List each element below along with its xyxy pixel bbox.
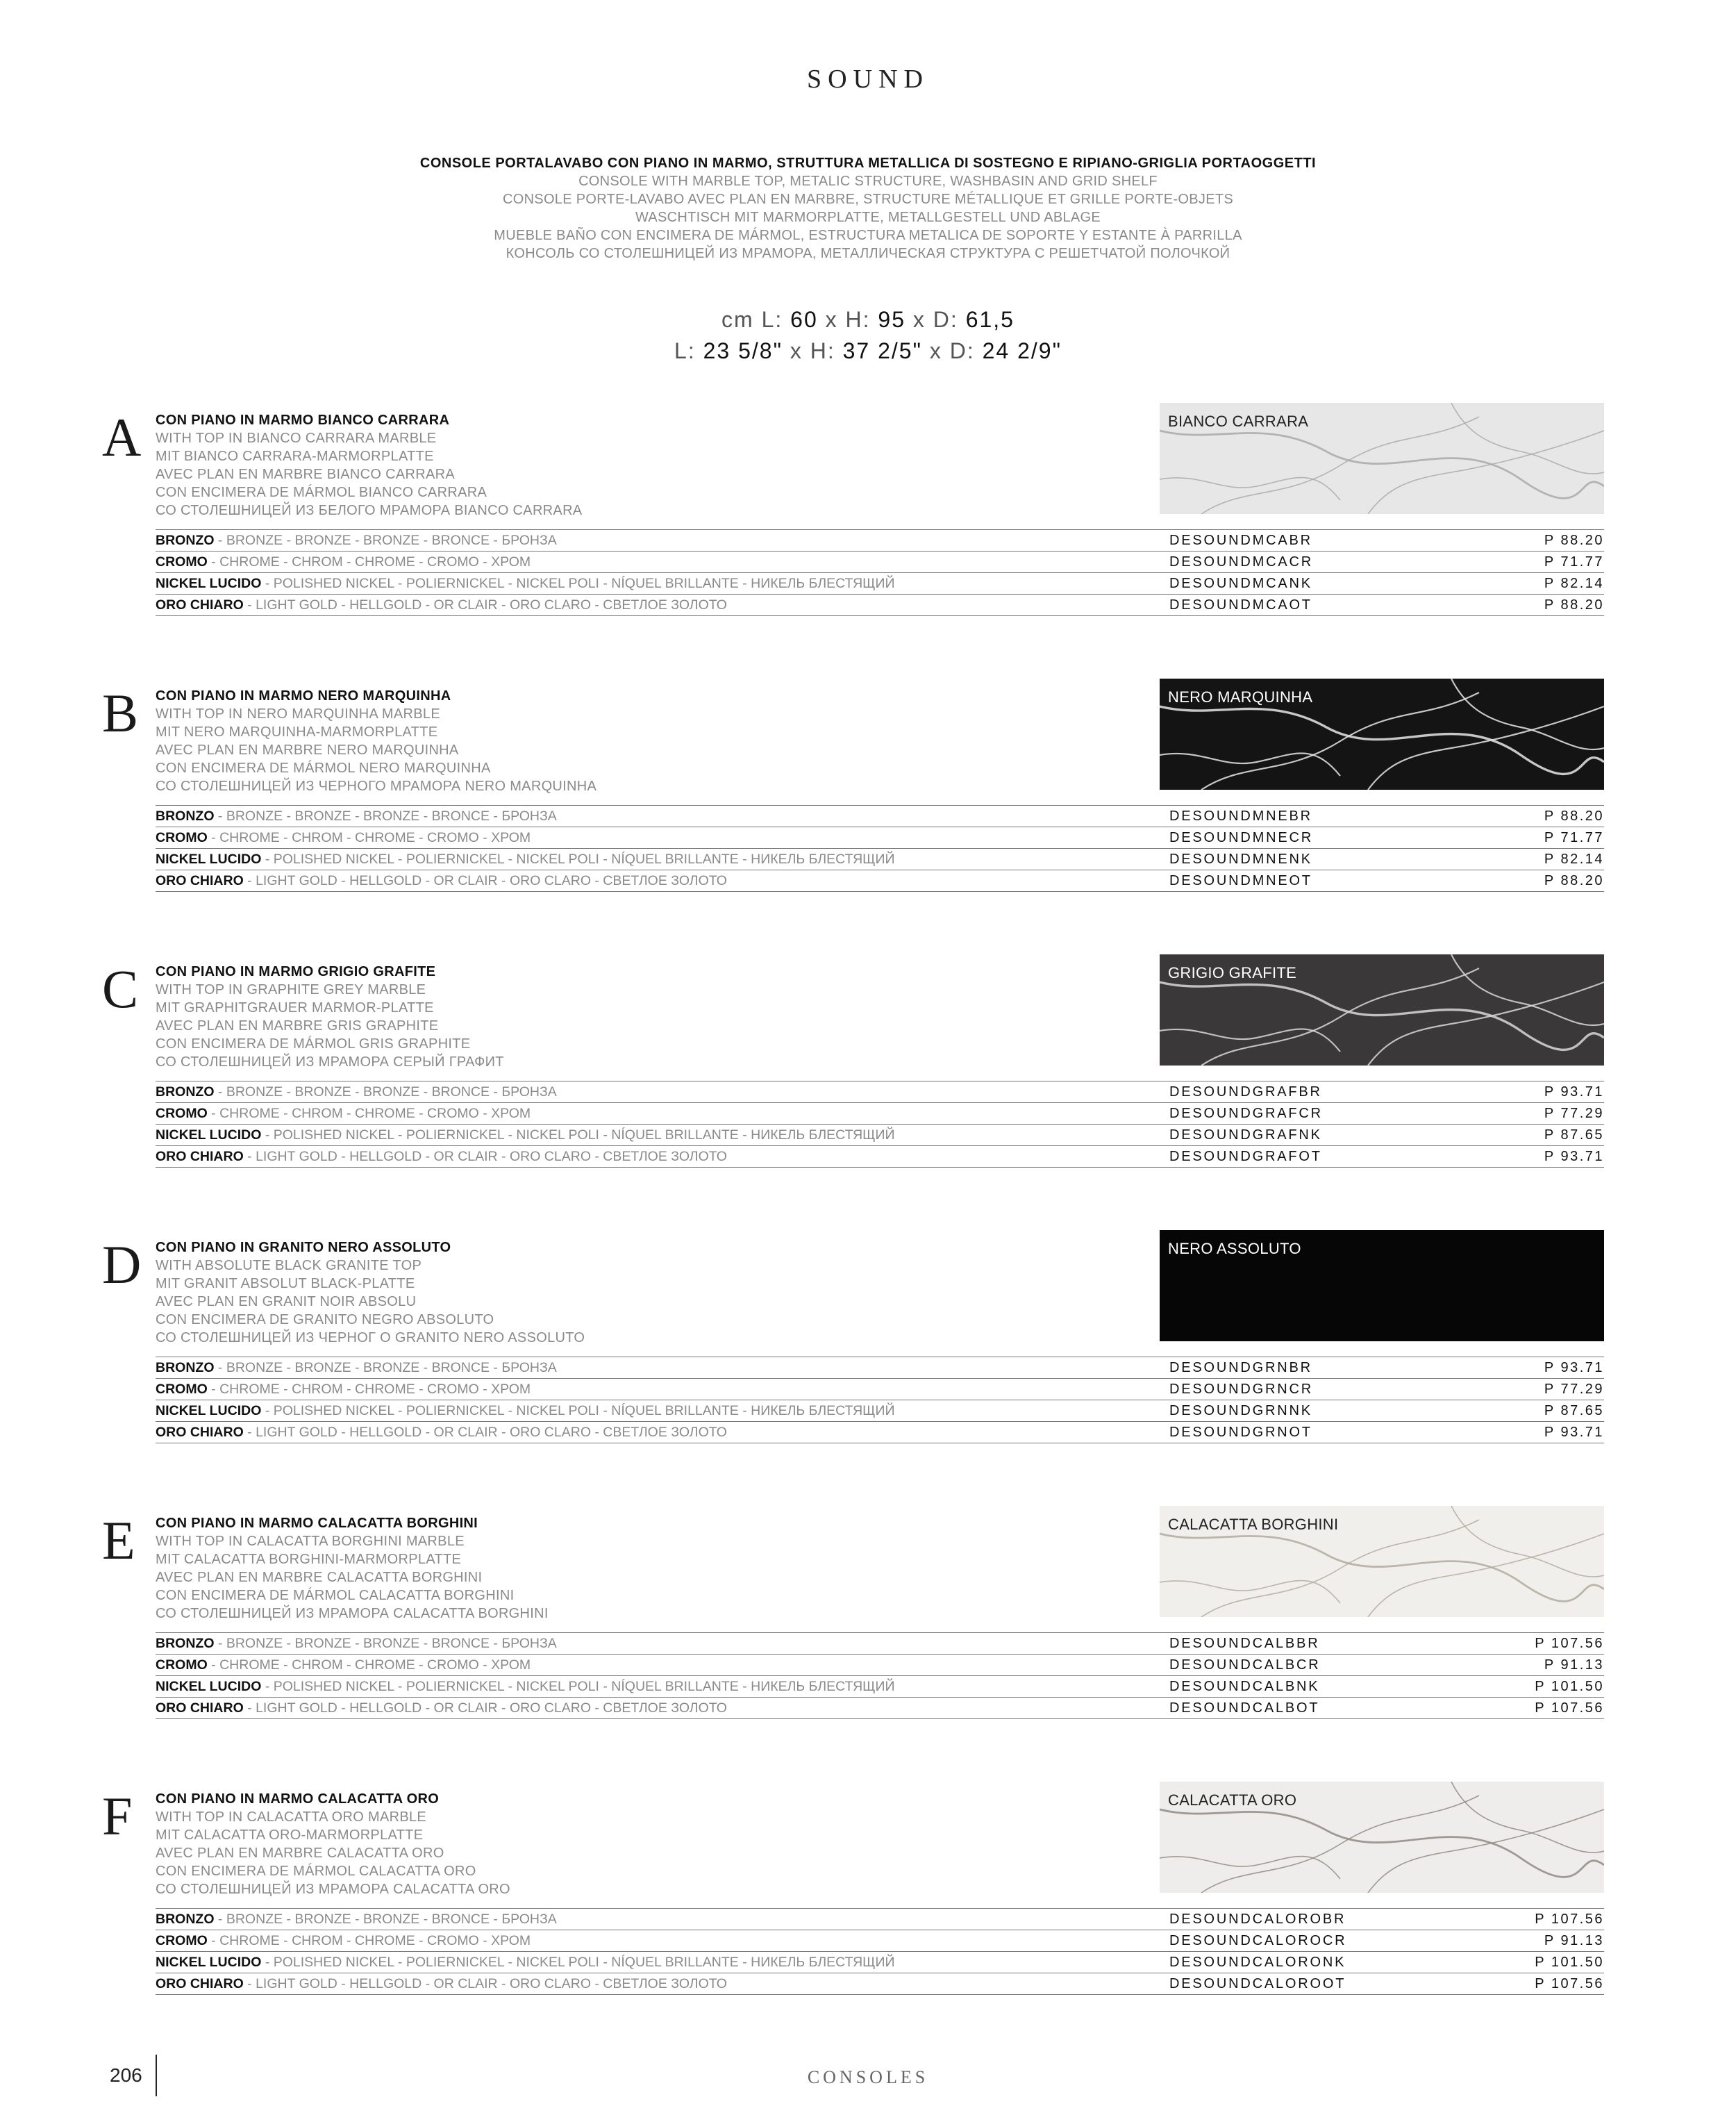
finish-label [156,1127,895,1143]
finish-row [156,1930,1604,1952]
page-number: 206 [110,2064,142,2086]
finish-row [156,1081,1604,1103]
intro-translation: CONSOLE PORTE-LAVABO AVEC PLAN EN MARBRE, STRUCTURE MÉTALLIQUE ET GRILLE PORTE-OBJETS [502,192,1234,207]
finish-label [156,809,557,824]
finish-name: BRONZO [156,809,215,824]
finish-name: NICKEL LUCIDO [156,576,262,591]
finish-name: BRONZO [156,1084,215,1100]
product-code: DESOUNDCALOROBR [1169,1912,1346,1927]
finish-name: CROMO [156,1106,208,1121]
finish-translations: - LIGHT GOLD - HELLGOLD - OR CLAIR - ORO CLARO - СВЕТЛОЕ ЗОЛОТО [243,1700,727,1716]
product-price: P 88.20 [1544,597,1604,613]
marble-swatch [1160,1506,1604,1617]
finish-name: CROMO [156,1933,208,1948]
finish-label [156,873,727,889]
finish-translations: - CHROME - CHROM - CHROME - CROMO - ХРОМ [207,554,531,570]
product-code: DESOUNDGRNNK [1169,1403,1312,1418]
finish-name: ORO CHIARO [156,1425,244,1440]
variant-title: CON PIANO IN MARMO BIANCO CARRARA [156,413,450,428]
finish-row [156,849,1604,870]
product-price: P 107.56 [1535,1636,1604,1651]
product-price: P 77.29 [1544,1382,1604,1397]
variant-translation: WITH ABSOLUTE BLACK GRANITE TOP [156,1258,422,1273]
finish-label [156,597,727,613]
finish-translations: - POLISHED NICKEL - POLIERNICKEL - NICKEL POLI - NÍQUEL BRILLANTE - НИКЕЛЬ БЛЕСТЯЩИЙ [261,576,895,591]
dim-label: x H: [817,307,878,332]
variant-description [156,411,1128,520]
dim-value: 37 2/5" [842,338,922,363]
finish-translations: - BRONZE - BRONZE - BRONZE - BRONCE - БРОНЗА [214,1636,557,1651]
finish-table [156,1632,1604,1719]
finish-label [156,576,895,592]
product-price: P 93.71 [1544,1084,1604,1100]
variant-translation: WITH TOP IN CALACATTA ORO MARBLE [156,1809,427,1825]
variant-translation: AVEC PLAN EN MARBRE CALACATTA ORO [156,1846,444,1861]
variant-translation: MIT BIANCO CARRARA-MARMORPLATTE [156,449,434,464]
dim-value: 95 [878,307,906,332]
dim-label: cm L: [721,307,791,332]
variant-translation: WITH TOP IN NERO MARQUINHA MARBLE [156,706,440,722]
product-price: P 101.50 [1535,1679,1604,1694]
dim-value: 61,5 [965,307,1015,332]
dimensions-cm [0,304,1736,335]
finish-label [156,1679,895,1695]
finish-translations: - CHROME - CHROM - CHROME - CROMO - ХРОМ [207,830,531,845]
product-code: DESOUNDMCACR [1169,554,1313,570]
finish-label [156,830,531,846]
product-code: DESOUNDGRAFCR [1169,1106,1323,1121]
product-code: DESOUNDCALBNK [1169,1679,1320,1694]
intro-translation: WASCHTISCH MIT MARMORPLATTE, METALLGESTELL UND ABLAGE [635,210,1101,225]
variant-translation: СО СТОЛЕШНИЦЕЙ ИЗ МРАМОРА CALACATTA ORO [156,1882,510,1897]
finish-translations: - BRONZE - BRONZE - BRONZE - BRONCE - БРОНЗА [214,1360,557,1375]
variant-title: CON PIANO IN MARMO NERO MARQUINHA [156,688,451,704]
variant-description [156,1790,1128,1898]
finish-label [156,852,895,868]
finish-name: NICKEL LUCIDO [156,1403,262,1418]
product-code: DESOUNDCALBCR [1169,1657,1321,1673]
finish-label [156,1084,557,1100]
finish-translations: - POLISHED NICKEL - POLIERNICKEL - NICKEL POLI - NÍQUEL BRILLANTE - НИКЕЛЬ БЛЕСТЯЩИЙ [261,852,895,867]
finish-translations: - CHROME - CHROM - CHROME - CROMO - ХРОМ [207,1657,531,1673]
intro-main: CONSOLE PORTALAVABO CON PIANO IN MARMO, STRUTTURA METALLICA DI SOSTEGNO E RIPIANO-GRIGLIA PORTAOGGETTI [419,156,1317,171]
product-code: DESOUNDMNEOT [1169,873,1312,888]
variant-translation: MIT NERO MARQUINHA-MARMORPLATTE [156,724,438,740]
finish-table [156,1357,1604,1443]
finish-row [156,1952,1604,1973]
variant-translation: CON ENCIMERA DE MÁRMOL CALACATTA BORGHINI [156,1588,515,1603]
finish-row [156,1973,1604,1995]
variant-translation: СО СТОЛЕШНИЦЕЙ ИЗ ЧЕРНОГО МРАМОРА NERO MARQUINHA [156,779,597,794]
finish-label [156,1425,727,1441]
finish-label [156,554,531,570]
variant-translation: AVEC PLAN EN MARBRE CALACATTA BORGHINI [156,1570,483,1585]
finish-translations: - LIGHT GOLD - HELLGOLD - OR CLAIR - ORO CLARO - СВЕТЛОЕ ЗОЛОТО [243,873,727,888]
variant-letter: B [102,683,139,743]
product-code: DESOUNDMNENK [1169,852,1312,867]
finish-name: NICKEL LUCIDO [156,1127,262,1143]
product-price: P 107.56 [1535,1700,1604,1716]
finish-name: ORO CHIARO [156,1700,244,1716]
finish-row [156,1698,1604,1719]
finish-name: ORO CHIARO [156,873,244,888]
variant-translation: WITH TOP IN CALACATTA BORGHINI MARBLE [156,1534,465,1549]
dimensions-inch [0,335,1736,367]
finish-name: CROMO [156,830,208,845]
variant-title: CON PIANO IN MARMO CALACATTA ORO [156,1791,440,1807]
finish-translations: - CHROME - CHROM - CHROME - CROMO - ХРОМ [207,1106,531,1121]
product-code: DESOUNDCALOROCR [1169,1933,1347,1948]
variant-letter: C [102,959,139,1019]
variant-translation: MIT CALACATTA BORGHINI-MARMORPLATTE [156,1552,462,1567]
variant-translation: СО СТОЛЕШНИЦЕЙ ИЗ БЕЛОГО МРАМОРА BIANCO CARRARA [156,503,583,518]
finish-label [156,533,557,549]
finish-translations: - POLISHED NICKEL - POLIERNICKEL - NICKEL POLI - NÍQUEL BRILLANTE - НИКЕЛЬ БЛЕСТЯЩИЙ [261,1403,895,1418]
finish-name: NICKEL LUCIDO [156,1955,262,1970]
finish-translations: - CHROME - CHROM - CHROME - CROMO - ХРОМ [207,1382,531,1397]
product-price: P 71.77 [1544,554,1604,570]
finish-translations: - LIGHT GOLD - HELLGOLD - OR CLAIR - ORO CLARO - СВЕТЛОЕ ЗОЛОТО [243,1425,727,1440]
swatch-label: NERO MARQUINHA [1168,688,1313,706]
finish-translations: - LIGHT GOLD - HELLGOLD - OR CLAIR - ORO CLARO - СВЕТЛОЕ ЗОЛОТО [243,1149,727,1164]
finish-row [156,552,1604,573]
product-code: DESOUNDGRNCR [1169,1382,1313,1397]
finish-label [156,1955,895,1971]
finish-translations: - LIGHT GOLD - HELLGOLD - OR CLAIR - ORO CLARO - СВЕТЛОЕ ЗОЛОТО [243,597,727,613]
dim-label: L: [674,338,703,363]
product-code: DESOUNDMCANK [1169,576,1312,591]
product-code: DESOUNDCALORONK [1169,1955,1346,1970]
finish-label [156,1657,531,1673]
finish-name: NICKEL LUCIDO [156,1679,262,1694]
product-code: DESOUNDCALBBR [1169,1636,1320,1651]
marble-swatch [1160,679,1604,790]
product-price: P 88.20 [1544,533,1604,548]
finish-label [156,1636,557,1652]
finish-label [156,1933,531,1949]
variant-description [156,1514,1128,1623]
finish-name: CROMO [156,1657,208,1673]
finish-label [156,1106,531,1122]
finish-label [156,1403,895,1419]
product-code: DESOUNDGRNOT [1169,1425,1312,1440]
variant-section [0,407,1736,627]
variant-translation: MIT GRAPHITGRAUER MARMOR-PLATTE [156,1000,434,1016]
finish-row [156,1422,1604,1443]
product-code: DESOUNDMCABR [1169,533,1312,548]
page-title: SOUND [807,65,929,94]
dimensions [0,304,1736,367]
finish-name: BRONZO [156,533,215,548]
finish-translations: - BRONZE - BRONZE - BRONZE - BRONCE - БРОНЗА [214,533,557,548]
product-code: DESOUNDGRAFOT [1169,1149,1322,1164]
category-label: CONSOLES [807,2067,929,2087]
product-price: P 77.29 [1544,1106,1604,1121]
variant-section [0,1786,1736,2005]
product-code: DESOUNDMNEBR [1169,809,1312,824]
variant-section [0,683,1736,902]
marble-swatch [1160,403,1604,514]
product-code: DESOUNDCALOROOT [1169,1976,1346,1991]
finish-translations: - LIGHT GOLD - HELLGOLD - OR CLAIR - ORO CLARO - СВЕТЛОЕ ЗОЛОТО [243,1976,727,1991]
finish-row [156,1379,1604,1400]
swatch-label: GRIGIO GRAFITE [1168,964,1297,981]
finish-row [156,595,1604,616]
product-price: P 107.56 [1535,1976,1604,1991]
variant-letter: A [102,407,142,467]
product-price: P 71.77 [1544,830,1604,845]
product-price: P 91.13 [1544,1933,1604,1948]
dim-value: 24 2/9" [982,338,1062,363]
variant-translation: AVEC PLAN EN GRANIT NOIR ABSOLU [156,1294,417,1309]
variant-section [0,1510,1736,1730]
product-intro [0,154,1736,263]
finish-label [156,1149,727,1165]
finish-label [156,1360,557,1376]
product-price: P 93.71 [1544,1425,1604,1440]
product-price: P 93.71 [1544,1149,1604,1164]
product-code: DESOUNDMCAOT [1169,597,1312,613]
marble-swatch [1160,954,1604,1066]
product-price: P 87.65 [1544,1127,1604,1143]
product-price: P 93.71 [1544,1360,1604,1375]
swatch-label: CALACATTA ORO [1168,1791,1297,1809]
finish-label [156,1976,727,1992]
finish-translations: - BRONZE - BRONZE - BRONZE - BRONCE - БРОНЗА [214,809,557,824]
marble-swatch [1160,1230,1604,1341]
finish-name: BRONZO [156,1636,215,1651]
variant-description [156,1238,1128,1347]
finish-row [156,1103,1604,1125]
product-price: P 87.65 [1544,1403,1604,1418]
product-price: P 82.14 [1544,852,1604,867]
product-code: DESOUNDMNECR [1169,830,1313,845]
product-price: P 82.14 [1544,576,1604,591]
dim-value: 60 [790,307,818,332]
variant-letter: F [102,1786,133,1846]
product-code: DESOUNDGRAFBR [1169,1084,1322,1100]
variant-translation: MIT CALACATTA ORO-MARMORPLATTE [156,1827,424,1843]
dim-label: x H: [782,338,843,363]
intro-translation: КОНСОЛЬ СО СТОЛЕШНИЦЕЙ ИЗ МРАМОРА, МЕТАЛЛИЧЕСКАЯ СТРУКТУРА С РЕШЕТЧАТОЙ ПОЛОЧКОЙ [506,246,1230,261]
finish-translations: - POLISHED NICKEL - POLIERNICKEL - NICKEL POLI - NÍQUEL BRILLANTE - НИКЕЛЬ БЛЕСТЯЩИЙ [261,1127,895,1143]
variant-translation: AVEC PLAN EN MARBRE BIANCO CARRARA [156,467,456,482]
finish-name: ORO CHIARO [156,597,244,613]
finish-name: ORO CHIARO [156,1149,244,1164]
variant-translation: СО СТОЛЕШНИЦЕЙ ИЗ ЧЕРНОГ О GRANITO NERO ASSOLUTO [156,1330,585,1345]
finish-label [156,1382,531,1398]
swatch-label: BIANCO CARRARA [1168,413,1309,430]
variant-letter: E [102,1510,135,1570]
product-code: DESOUNDCALBOT [1169,1700,1320,1716]
finish-label [156,1700,727,1716]
finish-translations: - BRONZE - BRONZE - BRONZE - BRONCE - БРОНЗА [214,1084,557,1100]
product-price: P 101.50 [1535,1955,1604,1970]
variant-title: CON PIANO IN MARMO GRIGIO GRAFITE [156,964,436,979]
variant-section [0,959,1736,1178]
finish-name: CROMO [156,1382,208,1397]
finish-table [156,1908,1604,1995]
finish-row [156,1633,1604,1655]
finish-row [156,1909,1604,1930]
finish-name: CROMO [156,554,208,570]
product-price: P 91.13 [1544,1657,1604,1673]
finish-table [156,805,1604,892]
finish-table [156,529,1604,616]
finish-row [156,1146,1604,1168]
variant-translation: CON ENCIMERA DE GRANITO NEGRO ABSOLUTO [156,1312,494,1327]
finish-row [156,827,1604,849]
variant-letter: D [102,1234,142,1295]
variant-translation: AVEC PLAN EN MARBRE NERO MARQUINHA [156,743,459,758]
variant-description [156,963,1128,1071]
finish-row [156,573,1604,595]
variant-translation: WITH TOP IN BIANCO CARRARA MARBLE [156,431,437,446]
variant-translation: CON ENCIMERA DE MÁRMOL GRIS GRAPHITE [156,1036,471,1052]
variant-translation: CON ENCIMERA DE MÁRMOL BIANCO CARRARA [156,485,487,500]
finish-row [156,1357,1604,1379]
finish-translations: - POLISHED NICKEL - POLIERNICKEL - NICKEL POLI - NÍQUEL BRILLANTE - НИКЕЛЬ БЛЕСТЯЩИЙ [261,1679,895,1694]
variant-translation: CON ENCIMERA DE MÁRMOL CALACATTA ORO [156,1864,476,1879]
finish-name: NICKEL LUCIDO [156,852,262,867]
finish-row [156,1400,1604,1422]
variant-translation: СО СТОЛЕШНИЦЕЙ ИЗ МРАМОРА СЕРЫЙ ГРАФИТ [156,1054,504,1070]
dim-label: x D: [921,338,983,363]
marble-swatch [1160,1782,1604,1893]
variant-translation: MIT GRANIT ABSOLUT BLACK-PLATTE [156,1276,415,1291]
finish-name: BRONZO [156,1360,215,1375]
product-price: P 107.56 [1535,1912,1604,1927]
product-price: P 88.20 [1544,809,1604,824]
variant-translation: СО СТОЛЕШНИЦЕЙ ИЗ МРАМОРА CALACATTA BORGHINI [156,1606,549,1621]
variant-translation: WITH TOP IN GRAPHITE GREY MARBLE [156,982,426,997]
finish-row [156,1655,1604,1676]
finish-name: ORO CHIARO [156,1976,244,1991]
finish-row [156,530,1604,552]
dim-label: x D: [905,307,966,332]
finish-translations: - BRONZE - BRONZE - BRONZE - BRONCE - БРОНЗА [214,1912,557,1927]
finish-label [156,1912,557,1928]
swatch-label: NERO ASSOLUTO [1168,1240,1301,1257]
finish-translations: - POLISHED NICKEL - POLIERNICKEL - NICKEL POLI - NÍQUEL BRILLANTE - НИКЕЛЬ БЛЕСТЯЩИЙ [261,1955,895,1970]
finish-row [156,806,1604,827]
variant-translation: CON ENCIMERA DE MÁRMOL NERO MARQUINHA [156,761,491,776]
swatch-label: CALACATTA BORGHINI [1168,1516,1339,1533]
dim-value: 23 5/8" [703,338,783,363]
finish-row [156,1125,1604,1146]
intro-translation: MUEBLE BAÑO CON ENCIMERA DE MÁRMOL, ESTRUCTURA METALICA DE SOPORTE Y ESTANTE À PARRILLA [494,228,1242,243]
product-code: DESOUNDGRNBR [1169,1360,1312,1375]
product-price: P 88.20 [1544,873,1604,888]
product-code: DESOUNDGRAFNK [1169,1127,1322,1143]
variant-description [156,687,1128,795]
variant-section [0,1234,1736,1454]
finish-table [156,1081,1604,1168]
finish-name: BRONZO [156,1912,215,1927]
finish-row [156,870,1604,892]
variant-translation: AVEC PLAN EN MARBRE GRIS GRAPHITE [156,1018,439,1034]
variant-title: CON PIANO IN GRANITO NERO ASSOLUTO [156,1240,451,1255]
intro-translation: CONSOLE WITH MARBLE TOP, METALIC STRUCTURE, WASHBASIN AND GRID SHELF [578,174,1158,189]
finish-translations: - CHROME - CHROM - CHROME - CROMO - ХРОМ [207,1933,531,1948]
finish-row [156,1676,1604,1698]
variant-title: CON PIANO IN MARMO CALACATTA BORGHINI [156,1516,478,1531]
